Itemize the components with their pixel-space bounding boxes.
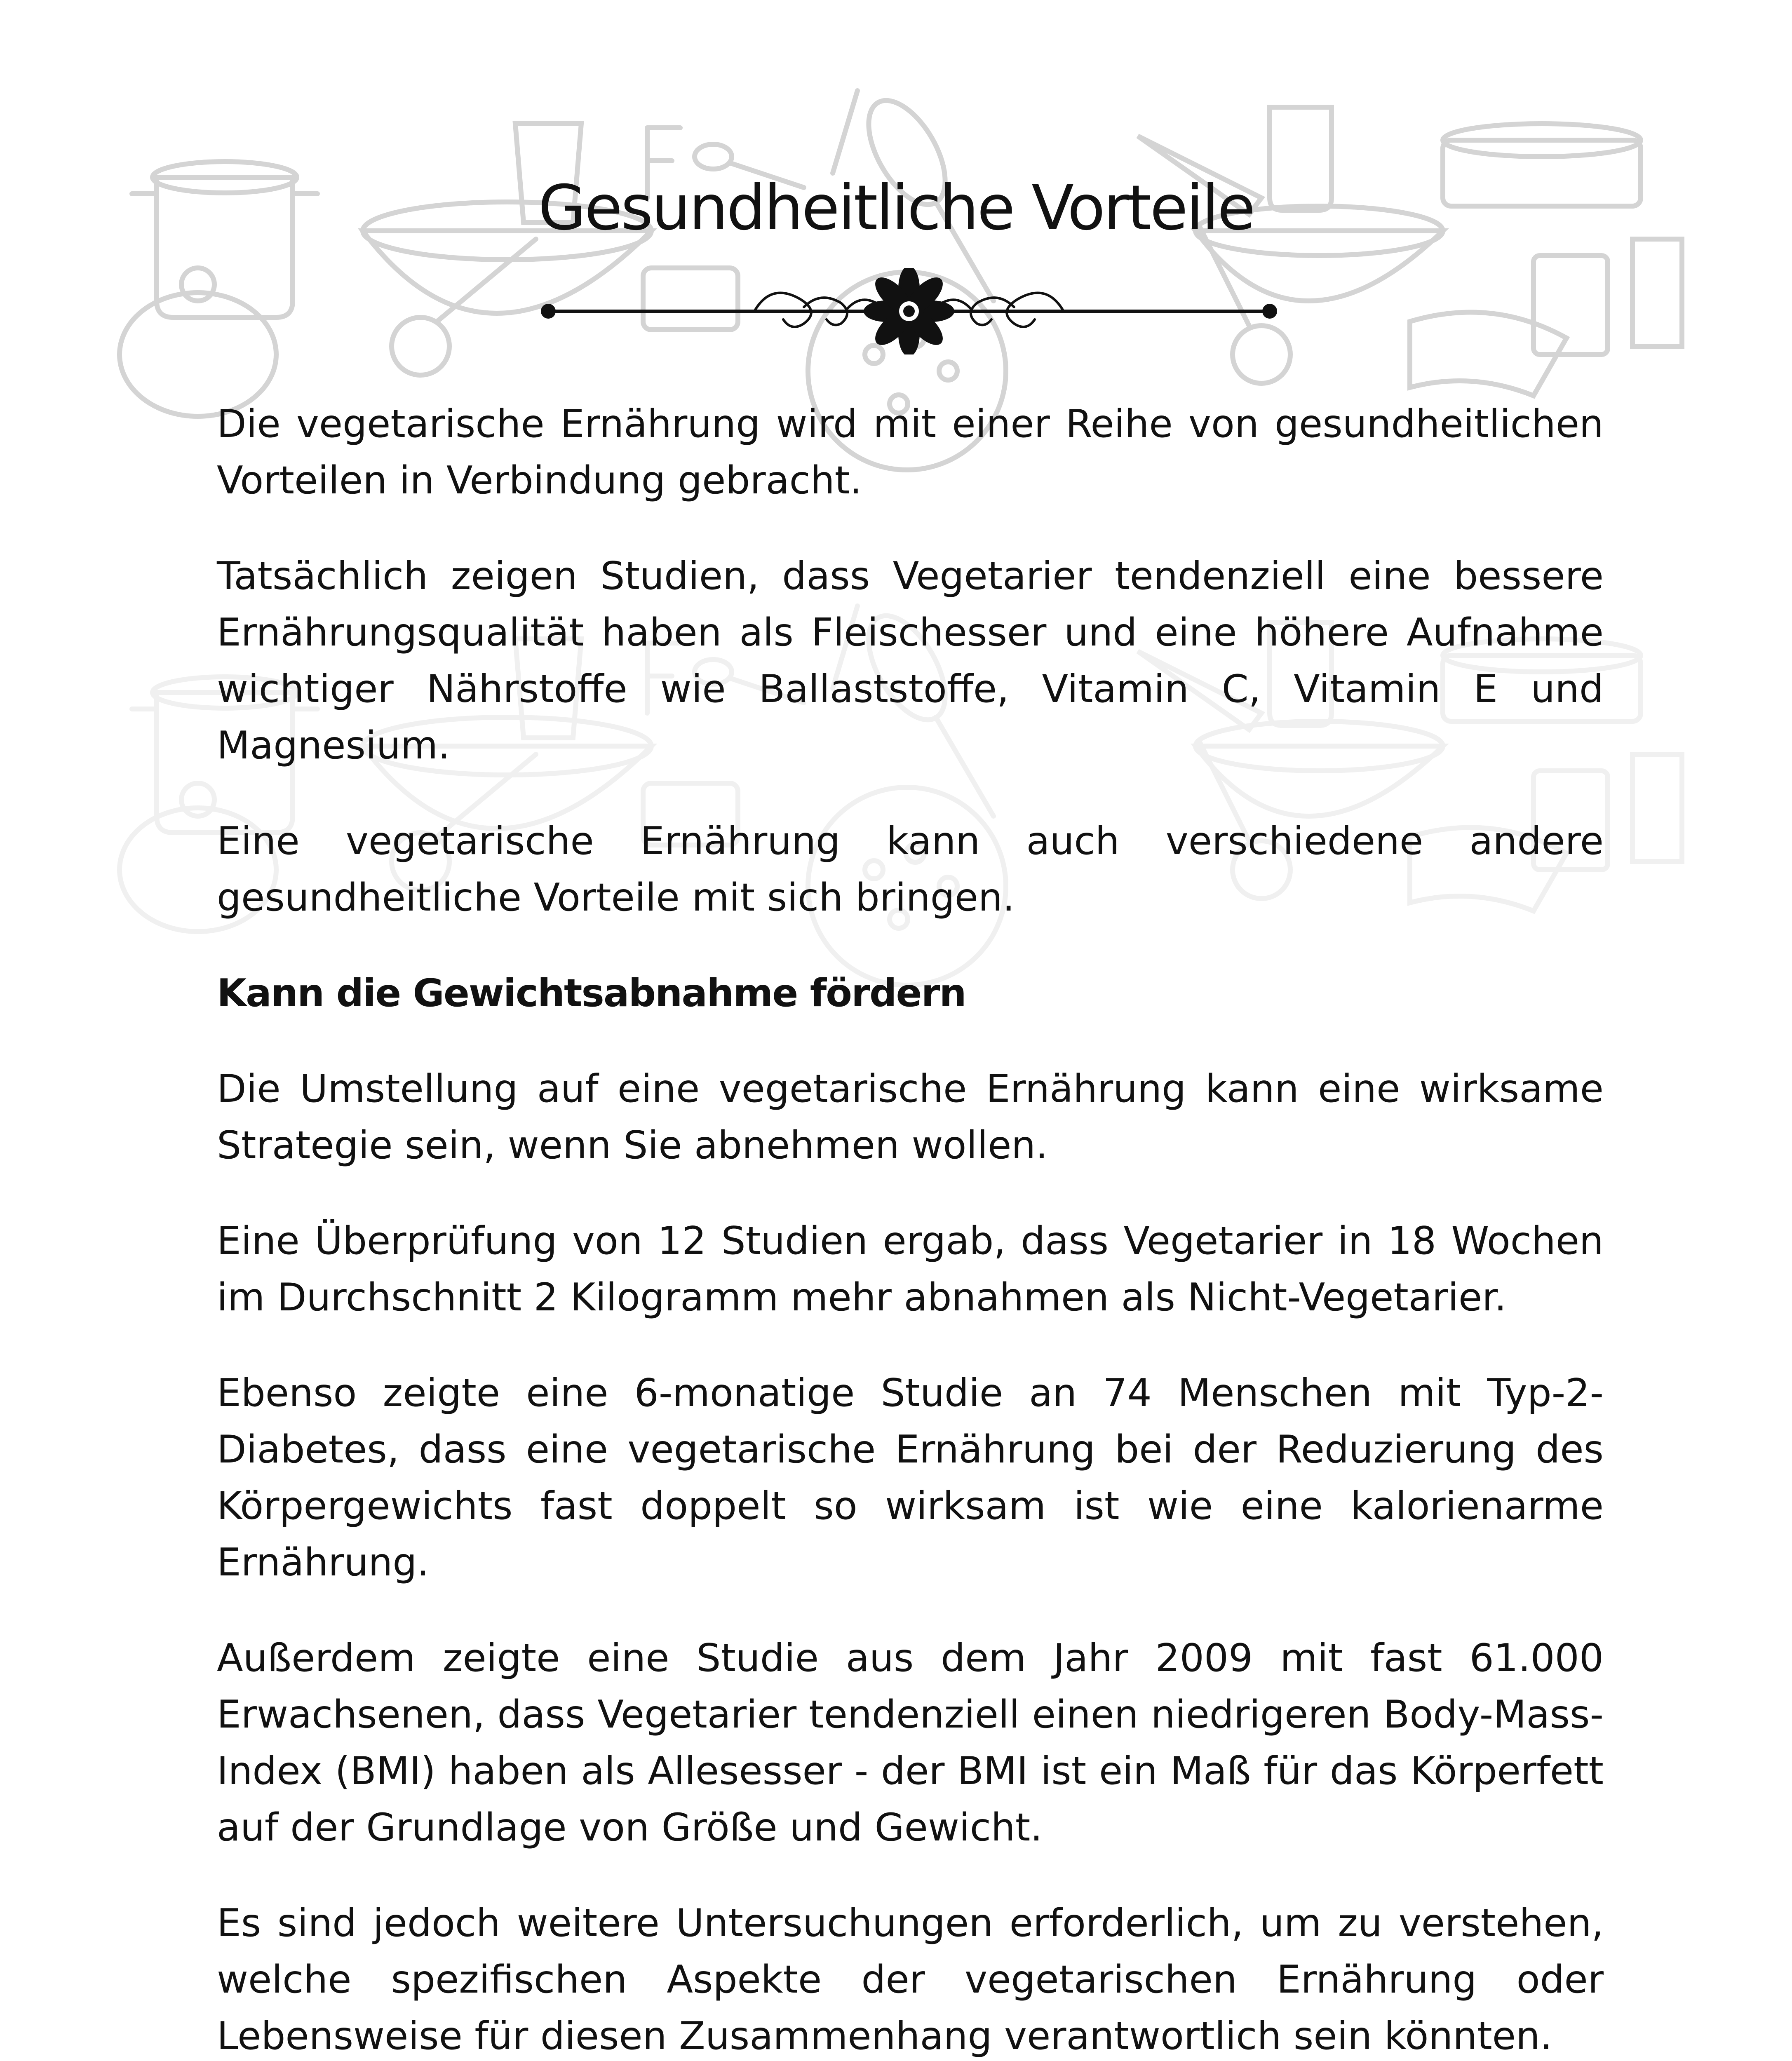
flower-divider-ornament <box>540 268 1278 354</box>
body-text <box>217 396 1604 2061</box>
paragraph-review: Eine Überprüfung von 12 Studien ergab, dass Vegetarier in 18 Wochen im Durchschnitt 2 Kilogramm mehr abnahmen als Nicht-Vegetarier. <box>217 1218 1604 1319</box>
paragraph-intro: Die vegetarische Ernährung wird mit einer Reihe von gesundheitlichen Vorteilen in Verbindung gebracht. <box>217 401 1604 502</box>
paragraph-further-research: Es sind jedoch weitere Untersuchungen erforderlich, um zu verstehen, welche spezifischen Aspekte der vegetarischen Ernährung oder Lebensweise für diesen Zusammenhang verantwortlich sein könnten. <box>217 1901 1604 2058</box>
paragraph-weight-loss: Die Umstellung auf eine vegetarische Ernährung kann eine wirksame Strategie sein, wenn Sie abnehmen wollen. <box>217 1066 1604 1167</box>
paragraph-diabetes-study: Ebenso zeigte eine 6-monatige Studie an 74 Menschen mit Typ-2-Diabetes, dass eine vegetarische Ernährung bei der Reduzierung des Körpergewichts fast doppelt so wirksam ist wie eine kalorienarme Ernährung. <box>217 1371 1604 1584</box>
paragraph-bmi-study: Außerdem zeigte eine Studie aus dem Jahr 2009 mit fast 61.000 Erwachsenen, dass Vegetarier tendenziell einen niedrigeren Body-Mass-Index (BMI) haben als Allesesser - der BMI ist ein Maß für das Körperfett auf der Grundlage von Größe und Gewicht. <box>217 1636 1604 1850</box>
paragraph-studies: Tatsächlich zeigen Studien, dass Vegetarier tendenziell eine bessere Ernährungsqualität haben als Fleischesser und eine höhere Aufnahme wichtiger Nährstoffe wie Ballaststoffe, Vitamin C, Vitamin E und Magnesium. <box>217 554 1604 768</box>
section-heading: Kann die Gewichtsabnahme fördern <box>217 971 966 1015</box>
paragraph-benefits: Eine vegetarische Ernährung kann auch verschiedene andere gesundheitliche Vorteile mit sich bringen. <box>217 819 1604 920</box>
page-title: Gesundheitliche Vorteile <box>538 172 1254 244</box>
